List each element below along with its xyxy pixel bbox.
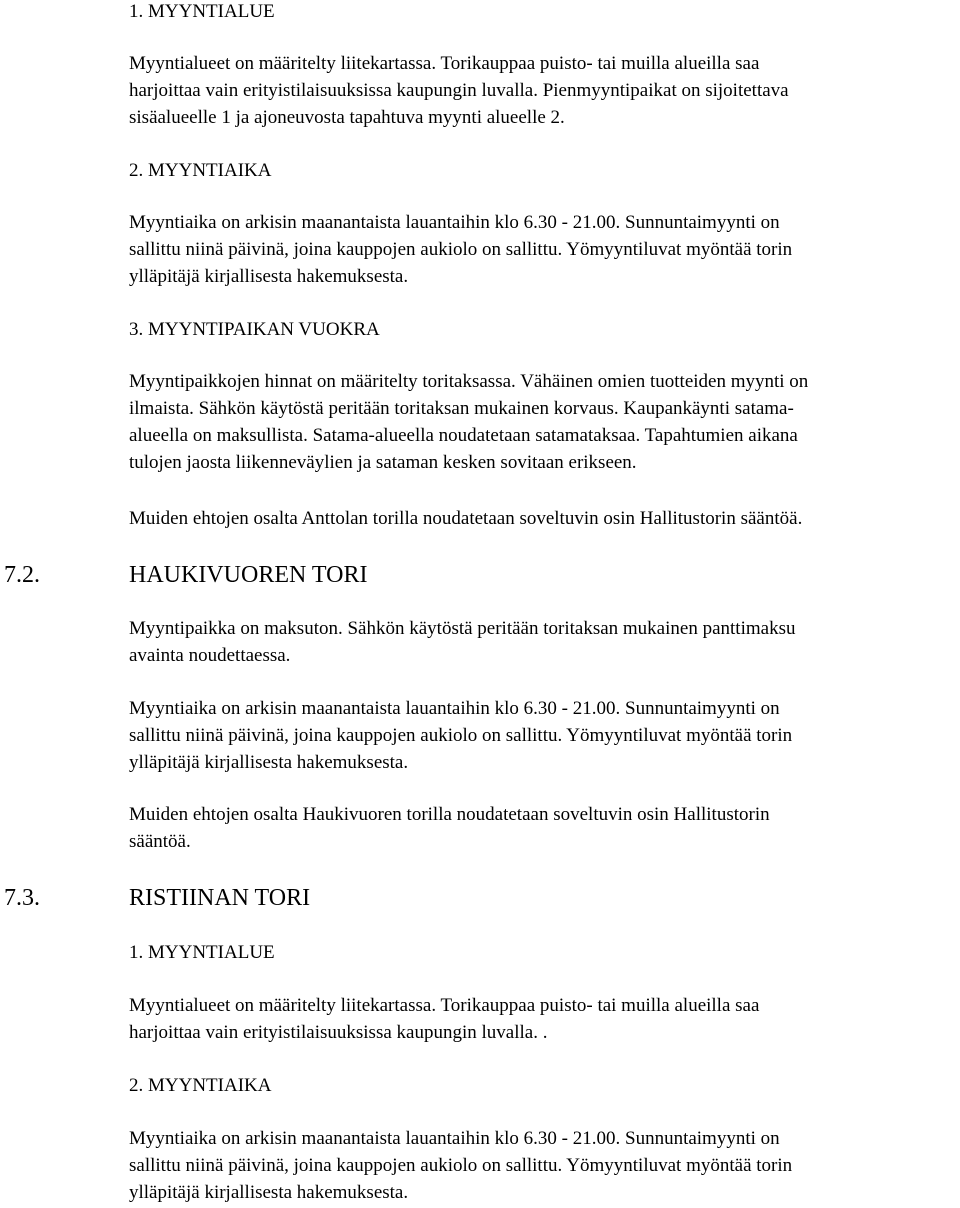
paragraph-line: Myyntiaika on arkisin maanantaista lauantaihin klo 6.30 - 21.00. Sunnuntaimyynti on <box>129 698 780 719</box>
subsection-heading-vuokra: 3. MYYNTIPAIKAN VUOKRA <box>129 319 380 340</box>
section-title: RISTIINAN TORI <box>129 885 311 911</box>
paragraph-line: harjoittaa vain erityistilaisuuksissa kaupungin luvalla. Pienmyyntipaikat on sijoitettava <box>129 80 789 101</box>
section-heading-haukivuoren-tori <box>4 560 904 590</box>
paragraph-line: Myyntipaikkojen hinnat on määritelty toritaksassa. Vähäinen omien tuotteiden myynti on <box>129 371 809 392</box>
subsection-heading-myyntiaika: 2. MYYNTIAIKA <box>129 1075 272 1096</box>
paragraph-line: avainta noudettaessa. <box>129 645 291 666</box>
paragraph-line: Myyntialueet on määritelty liitekartassa. Torikauppaa puisto- tai muilla alueilla saa <box>129 995 760 1016</box>
paragraph-line: ilmaista. Sähkön käytöstä peritään toritaksan mukainen korvaus. Kaupankäynti satama- <box>129 398 794 419</box>
section-heading-ristiinan-tori <box>4 883 904 913</box>
paragraph-line: ylläpitäjä kirjallisesta hakemuksesta. <box>129 1182 409 1203</box>
paragraph-line: sallittu niinä päivinä, joina kauppojen aukiolo on sallittu. Yömyyntiluvat myöntää torin <box>129 725 793 746</box>
paragraph-line: Myyntipaikka on maksuton. Sähkön käytöstä peritään toritaksan mukainen panttimaksu <box>129 618 796 639</box>
paragraph-line: Muiden ehtojen osalta Haukivuoren torilla noudatetaan soveltuvin osin Hallitustorin <box>129 804 770 825</box>
paragraph-line: alueella on maksullista. Satama-alueella noudatetaan satamataksaa. Tapahtumien aikana <box>129 425 798 446</box>
paragraph-line: Muiden ehtojen osalta Anttolan torilla noudatetaan soveltuvin osin Hallitustorin sääntöä. <box>129 508 803 529</box>
section-title: HAUKIVUOREN TORI <box>129 562 368 588</box>
paragraph-line: sallittu niinä päivinä, joina kauppojen aukiolo on sallittu. Yömyyntiluvat myöntää torin <box>129 1155 793 1176</box>
section-number: 7.3. <box>4 885 40 911</box>
paragraph-line: Myyntiaika on arkisin maanantaista lauantaihin klo 6.30 - 21.00. Sunnuntaimyynti on <box>129 212 780 233</box>
paragraph-line: ylläpitäjä kirjallisesta hakemuksesta. <box>129 266 409 287</box>
paragraph-line: tulojen jaosta liikenneväylien ja sataman kesken sovitaan erikseen. <box>129 452 637 473</box>
paragraph-line: sisäalueelle 1 ja ajoneuvosta tapahtuva myynti alueelle 2. <box>129 107 565 128</box>
paragraph-line: ylläpitäjä kirjallisesta hakemuksesta. <box>129 752 409 773</box>
paragraph-line: sääntöä. <box>129 831 191 852</box>
paragraph-line: Myyntiaika on arkisin maanantaista lauantaihin klo 6.30 - 21.00. Sunnuntaimyynti on <box>129 1128 780 1149</box>
section-number: 7.2. <box>4 562 40 588</box>
paragraph-line: Myyntialueet on määritelty liitekartassa. Torikauppaa puisto- tai muilla alueilla saa <box>129 53 760 74</box>
subsection-heading-myyntiaika: 2. MYYNTIAIKA <box>129 160 272 181</box>
subsection-heading-myyntialue: 1. MYYNTIALUE <box>129 1 275 22</box>
paragraph-line: harjoittaa vain erityistilaisuuksissa kaupungin luvalla. . <box>129 1022 548 1043</box>
paragraph-line: sallittu niinä päivinä, joina kauppojen aukiolo on sallittu. Yömyyntiluvat myöntää torin <box>129 239 793 260</box>
subsection-heading-myyntialue: 1. MYYNTIALUE <box>129 942 275 963</box>
